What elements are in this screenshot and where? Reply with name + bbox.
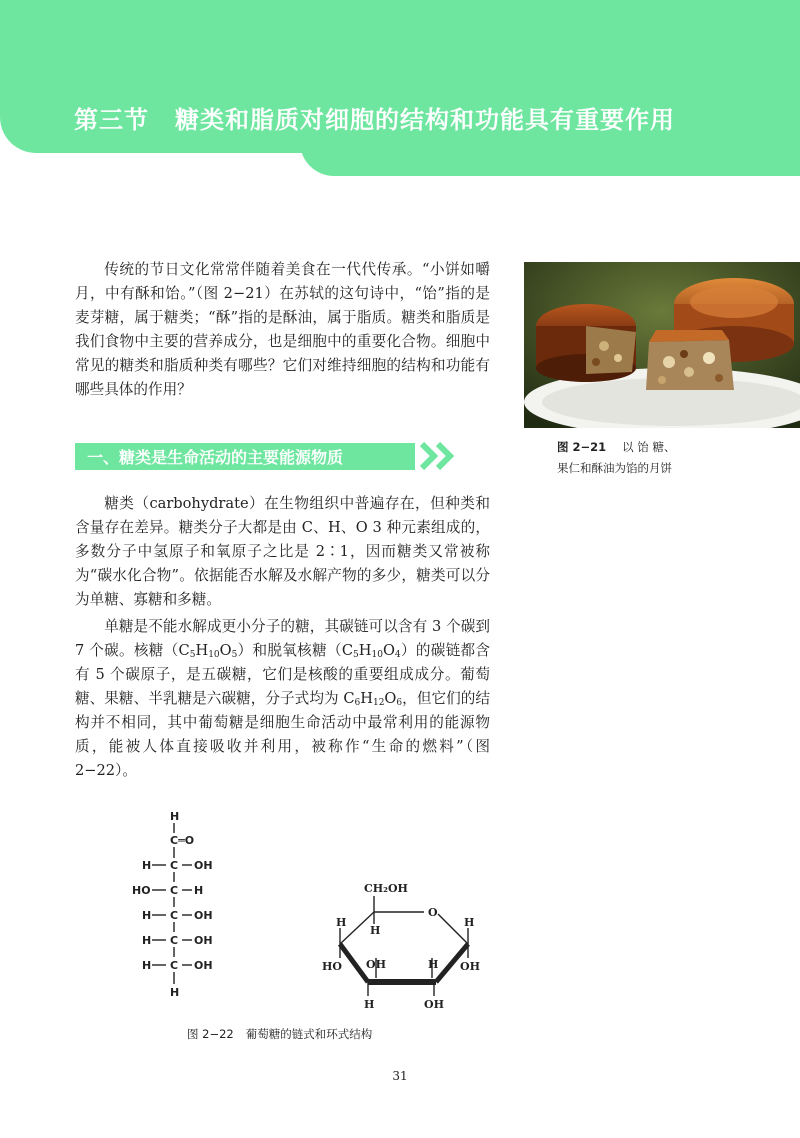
chain-row	[132, 884, 203, 897]
atom-label: O	[428, 906, 438, 919]
atom-label: OH	[366, 958, 386, 971]
caption-text: 葡萄糖的链式和环式结构	[245, 1027, 373, 1041]
atom-label: C	[170, 934, 179, 947]
atom-label: OH	[460, 960, 480, 973]
page-title	[74, 100, 675, 135]
chain-row	[142, 859, 213, 872]
hexose-formula: $C_6H_{12}O_6$	[343, 690, 403, 708]
mooncake-photo	[524, 262, 800, 428]
glucose-ring-structure	[316, 878, 496, 1012]
atom-label: C	[170, 859, 179, 872]
deoxyribose-formula: $C_5H_{10}O_4$	[341, 642, 401, 660]
caption-line: 以 饴 糖、	[622, 440, 676, 454]
atom-label: HO	[322, 960, 342, 973]
section-title: 糖类和脂质对细胞的结构和功能具有重要作用	[175, 106, 675, 134]
chain-row	[142, 934, 213, 947]
atom-label: H	[142, 859, 152, 872]
double-chevron-right-icon	[418, 441, 458, 471]
atom-label: H	[170, 986, 180, 999]
atom-label: OH	[194, 934, 213, 947]
atom-label: H	[464, 916, 475, 929]
page-number: 31	[392, 1069, 408, 1083]
caption-line: 果仁和酥油为馅的月饼	[557, 461, 672, 475]
figure-2-21-caption	[557, 437, 787, 479]
chain-row	[142, 959, 213, 972]
atom-label: OH	[194, 859, 213, 872]
atom-label: H	[370, 924, 381, 937]
figure-2-22-caption	[187, 1026, 372, 1042]
section-label: 第三节	[74, 106, 149, 134]
atom-label: H	[170, 810, 180, 823]
atom-label: OH	[424, 998, 444, 1011]
atom-label: H	[142, 909, 152, 922]
atom-label: H	[336, 916, 347, 929]
atom-label: H	[428, 958, 439, 971]
atom-label: C	[170, 959, 179, 972]
atom-label: H	[142, 959, 152, 972]
ribose-formula: $C_5H_{10}O_5$	[178, 642, 238, 660]
atom-label: OH	[194, 909, 213, 922]
intro-paragraph: 传统的节日文化常常伴随着美食在一代代传承。“小饼如嚼月，中有酥和饴。”（图 2−21）在苏轼的这句诗中，“饴”指的是麦芽糖，属于糖类；“酥”指的是酥油，属于脂质。糖类和脂质是我们食物中主要的营养成分，也是细胞中的重要化合物。细胞中常见的糖类和脂质种类有哪些？它们对维持细胞的结构和功能有哪些具体的作用？	[75, 261, 490, 398]
atom-label: H	[194, 884, 204, 897]
atom-label: C	[170, 909, 179, 922]
section-heading-text: 一、糖类是生命活动的主要能源物质	[87, 448, 344, 467]
atom-label: C═O	[170, 834, 195, 847]
chain-row	[142, 909, 213, 922]
figure-number: 图 2−21	[557, 440, 607, 454]
section-heading	[75, 443, 415, 470]
chapter-banner-tab	[300, 140, 800, 176]
atom-label: CH₂OH	[364, 882, 408, 895]
carbohydrate-paragraph: 糖类（carbohydrate）在生物组织中普遍存在，但种类和含量存在差异。糖类分子大都是由 C、H、O 3 种元素组成的，多数分子中氢原子和氧原子之比是 2∶1，因而糖类又常被称为“碳水化合物”。依据能否水解及水解产物的多少，糖类可以分为单糖、寡糖和多糖。	[75, 495, 490, 608]
monosaccharide-paragraph: 单糖是不能水解成更小分子的糖，其碳链可以含有 3 个碳到 7 个碳。核糖$(C_5H_{10}O_5)$和脱氧核糖$(C_5H_{10}O_4)$的碳链都含有 5 个碳原子，是五碳糖，它们是核酸的重要组成成分。葡萄糖、果糖、半乳糖是六碳糖，分子式均为 $C_6H_{12}O_6$，但它们的结构并不相同，其中葡萄糖是细胞生命活动中最常利用的能源物质，能被人体直接吸收并利用，被称作“生命的燃料”（图 2−22）。	[75, 618, 490, 779]
atom-label: H	[142, 934, 152, 947]
atom-label: HO	[132, 884, 151, 897]
glucose-chain-structure	[128, 808, 238, 1016]
atom-label: C	[170, 884, 179, 897]
atom-label: H	[364, 998, 375, 1011]
figure-number: 图 2−22	[187, 1027, 234, 1041]
atom-label: OH	[194, 959, 213, 972]
